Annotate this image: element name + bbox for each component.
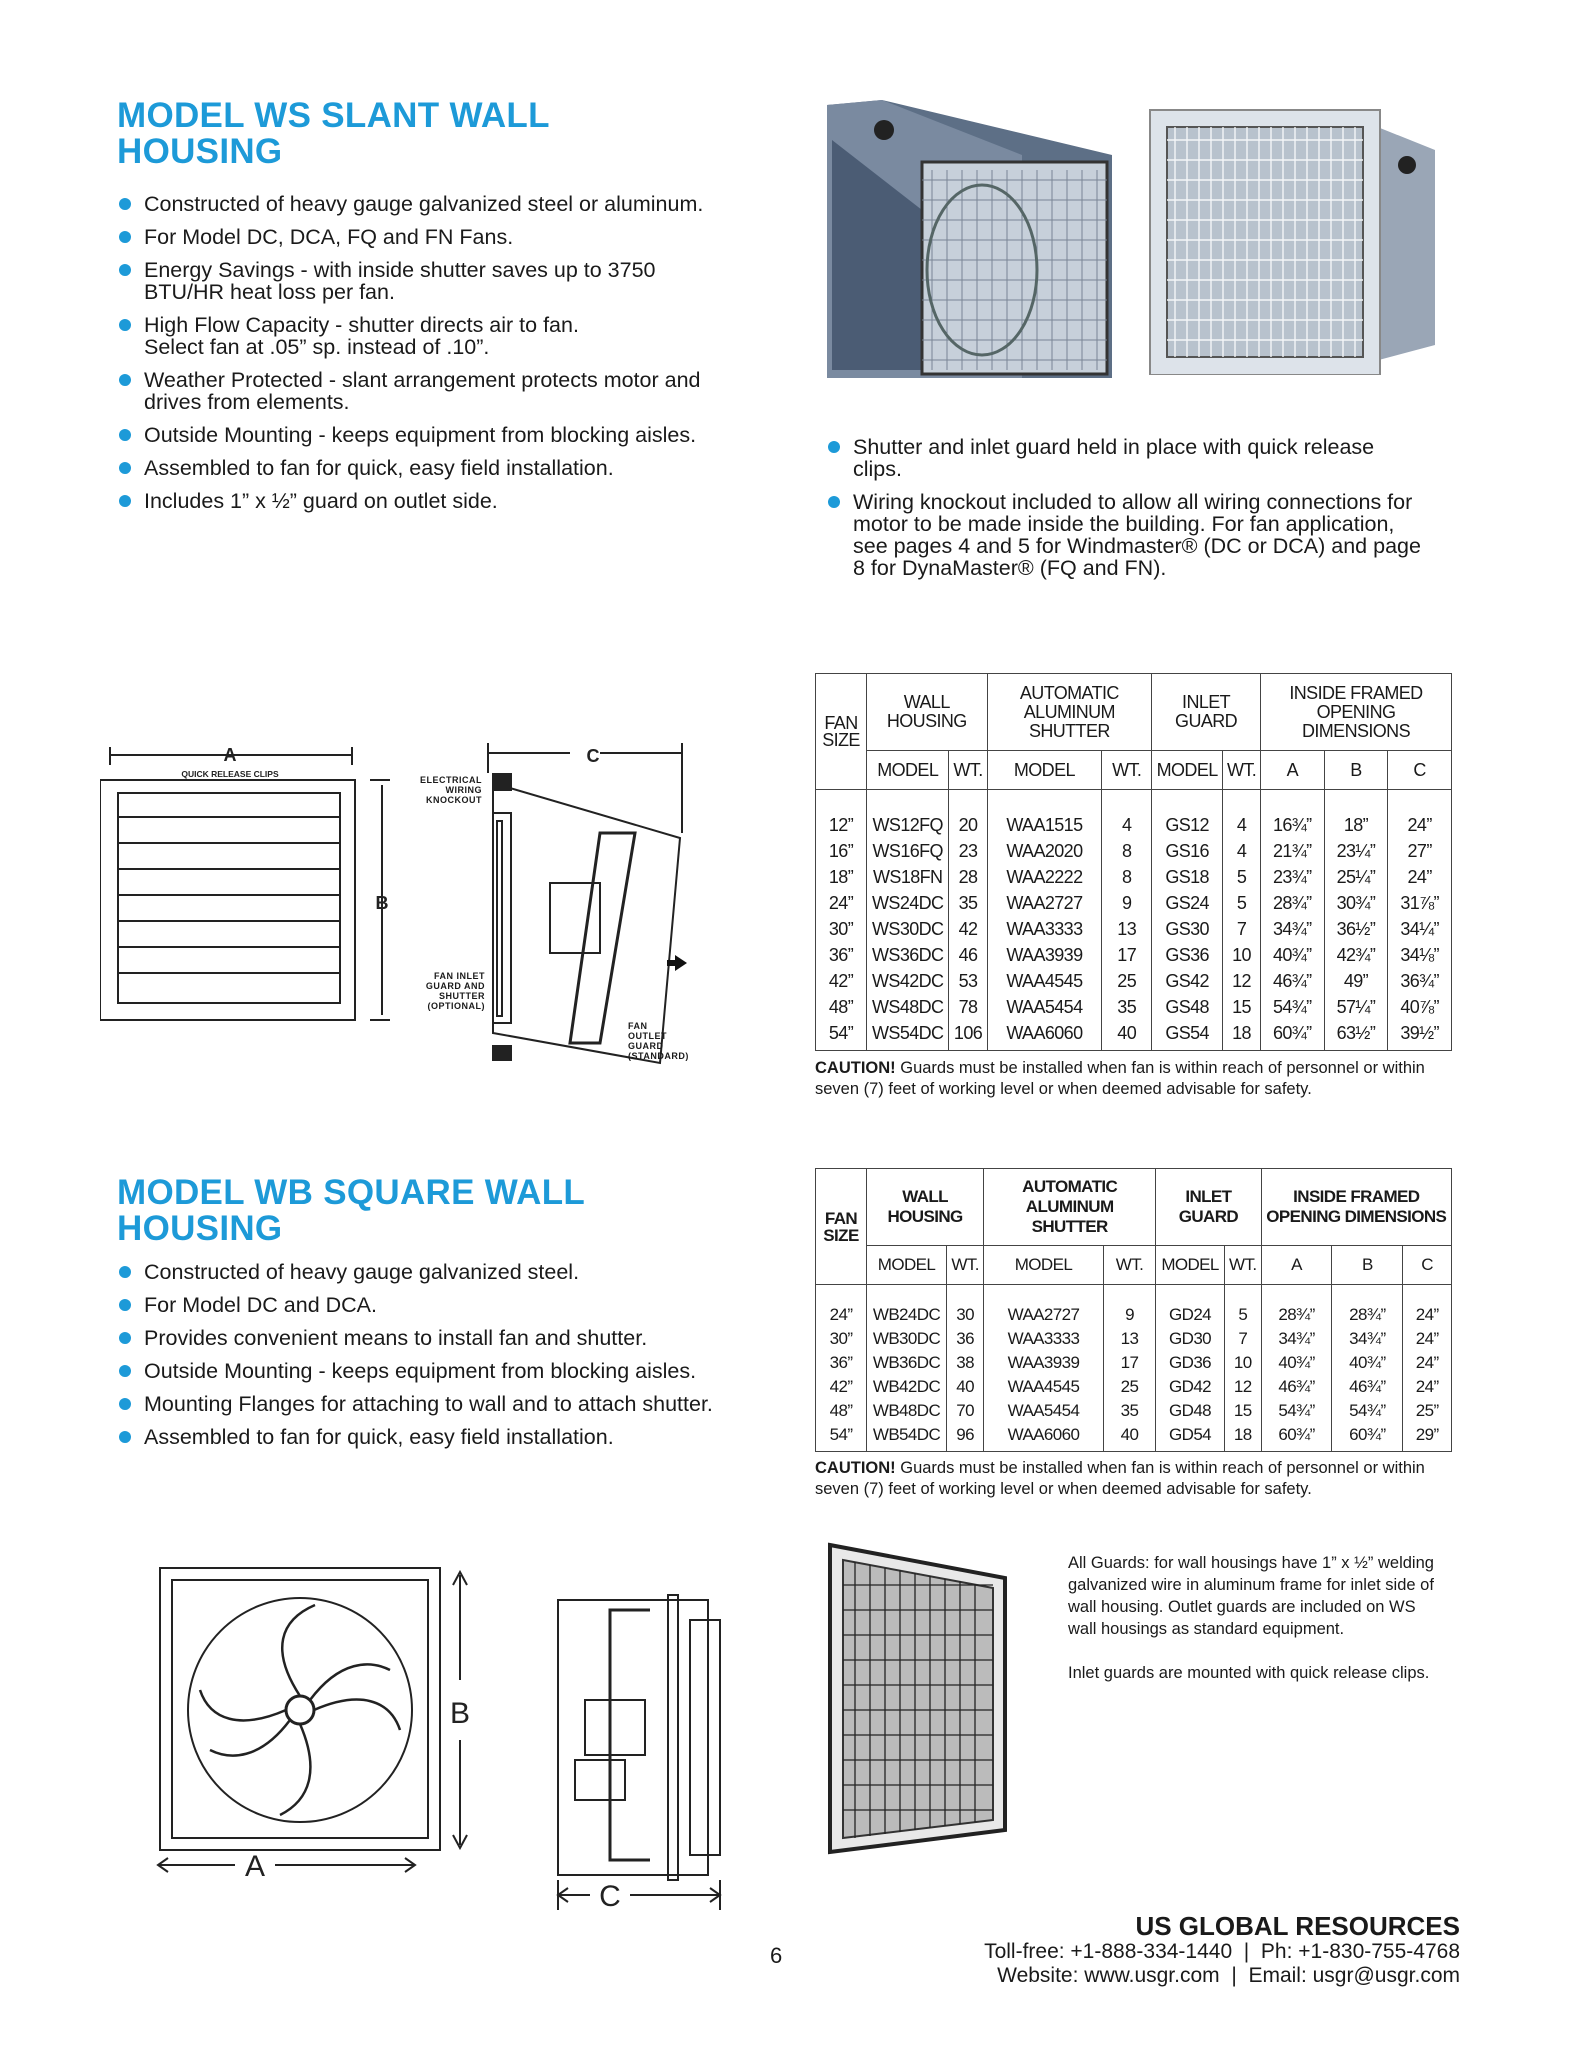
bullet-text: For Model DC, DCA, FQ and FN Fans. bbox=[144, 225, 514, 249]
table-cell: 18 bbox=[1223, 1020, 1261, 1051]
table-cell: 54¾” bbox=[1332, 1399, 1403, 1423]
table-cell: 42 bbox=[949, 916, 987, 942]
bullet-item bbox=[117, 259, 777, 303]
fan-outlet-guard-label bbox=[628, 1021, 689, 1061]
bullet-item bbox=[117, 1360, 797, 1382]
table-cell: 48” bbox=[816, 1399, 867, 1423]
bullet-item bbox=[117, 1393, 797, 1415]
table-cell: 78 bbox=[949, 994, 987, 1020]
table-cell: WAA2727 bbox=[987, 890, 1102, 916]
label-line: GUARD AND bbox=[425, 981, 485, 991]
table-cell: WB48DC bbox=[867, 1399, 947, 1423]
caution-label: CAUTION! bbox=[815, 1459, 896, 1477]
table-cell: 35 bbox=[1102, 994, 1152, 1020]
dim-c-label: C bbox=[586, 746, 600, 766]
table-cell: 15 bbox=[1224, 1399, 1261, 1423]
table-cell: 17 bbox=[1103, 1351, 1155, 1375]
table-cell: WS16FQ bbox=[867, 838, 949, 864]
bullet-text: Outside Mounting - keeps equipment from blocking aisles. bbox=[144, 423, 697, 447]
table-cell: GS54 bbox=[1152, 1020, 1223, 1051]
bullet-text: Constructed of heavy gauge galvanized steel or aluminum. bbox=[144, 192, 704, 216]
table-cell: 36¾” bbox=[1388, 968, 1452, 994]
bullet-text: Provides convenient means to install fan and shutter. bbox=[144, 1326, 648, 1350]
table-cell: 34¼” bbox=[1388, 916, 1452, 942]
table-row bbox=[816, 1327, 1452, 1351]
table-cell: 42¾” bbox=[1324, 942, 1388, 968]
label-line: OUTLET bbox=[628, 1031, 667, 1041]
column-group-header: FAN SIZE bbox=[816, 674, 867, 790]
table-cell: 4 bbox=[1223, 838, 1261, 864]
table-cell: 70 bbox=[947, 1399, 984, 1423]
table-row bbox=[816, 790, 1452, 839]
table-cell: 36” bbox=[816, 942, 867, 968]
column-subheader: A bbox=[1261, 1246, 1332, 1285]
ws-front-diagram bbox=[100, 735, 400, 1055]
electrical-knockout-label bbox=[410, 775, 482, 805]
column-group-header: AUTOMATIC ALUMINUM SHUTTER bbox=[984, 1169, 1156, 1246]
table-cell: 23 bbox=[949, 838, 987, 864]
table-cell: 16” bbox=[816, 838, 867, 864]
table-cell: 5 bbox=[1223, 864, 1261, 890]
table-cell: 24” bbox=[1403, 1285, 1452, 1328]
bullet-text: For Model DC and DCA. bbox=[144, 1293, 377, 1317]
table-cell: GS48 bbox=[1152, 994, 1223, 1020]
table-cell: 42” bbox=[816, 968, 867, 994]
table-cell: 24” bbox=[816, 1285, 867, 1328]
bullet-text: Weather Protected - slant arrangement protects motor and bbox=[144, 368, 701, 392]
bullet-item bbox=[826, 436, 1466, 480]
table-cell: 25 bbox=[1103, 1375, 1155, 1399]
table-cell: 34¾” bbox=[1260, 916, 1324, 942]
table-cell: WAA3939 bbox=[987, 942, 1102, 968]
fan-inlet-guard-label bbox=[405, 971, 485, 1011]
table-cell: 106 bbox=[949, 1020, 987, 1051]
inlet-guard-photo bbox=[825, 1540, 1010, 1855]
table-row bbox=[816, 994, 1452, 1020]
table-cell: 4 bbox=[1223, 790, 1261, 839]
table-cell: GD48 bbox=[1156, 1399, 1225, 1423]
column-subheader: WT. bbox=[1223, 751, 1261, 790]
table-cell: 18” bbox=[1324, 790, 1388, 839]
table-cell: 38 bbox=[947, 1351, 984, 1375]
table-cell: 18” bbox=[816, 864, 867, 890]
label-line: (STANDARD) bbox=[628, 1051, 689, 1061]
label-line: (OPTIONAL) bbox=[427, 1001, 485, 1011]
bullet-item bbox=[117, 226, 777, 248]
table-cell: 27” bbox=[1388, 838, 1452, 864]
column-subheader: MODEL bbox=[1156, 1246, 1225, 1285]
table-row bbox=[816, 1399, 1452, 1423]
table-cell: 30 bbox=[947, 1285, 984, 1328]
table-cell: GD30 bbox=[1156, 1327, 1225, 1351]
table-cell: WAA4545 bbox=[987, 968, 1102, 994]
table-cell: 24” bbox=[1403, 1327, 1452, 1351]
wb-features-list bbox=[117, 1261, 797, 1459]
bullet-text: Assembled to fan for quick, easy field installation. bbox=[144, 1425, 614, 1449]
table-cell: 9 bbox=[1103, 1285, 1155, 1328]
table-cell: 24” bbox=[1403, 1351, 1452, 1375]
column-group-header: INLET GUARD bbox=[1156, 1169, 1261, 1246]
guards-note-p1: All Guards: for wall housings have 1” x ½” welding galvanized wire in aluminum frame for inlet side of wall housing. Outlet guards are included on WS wall housings as standard equipment. bbox=[1068, 1554, 1434, 1638]
table-cell: WAA5454 bbox=[987, 994, 1102, 1020]
table-cell: WAA1515 bbox=[987, 790, 1102, 839]
wb-spec-table bbox=[815, 1168, 1452, 1452]
table-cell: 57¼” bbox=[1324, 994, 1388, 1020]
table-cell: 40¾” bbox=[1332, 1351, 1403, 1375]
table-cell: 12 bbox=[1224, 1375, 1261, 1399]
table-cell: 40¾” bbox=[1261, 1351, 1332, 1375]
table-cell: GS18 bbox=[1152, 864, 1223, 890]
guards-note bbox=[1068, 1552, 1448, 1684]
column-subheader: MODEL bbox=[984, 1246, 1104, 1285]
table-cell: WAA2222 bbox=[987, 864, 1102, 890]
table-cell: 4 bbox=[1102, 790, 1152, 839]
table-row bbox=[816, 1375, 1452, 1399]
table-cell: 28¾” bbox=[1261, 1285, 1332, 1328]
column-subheader: MODEL bbox=[867, 1246, 947, 1285]
label-line: FAN bbox=[628, 1021, 648, 1031]
table-cell: 16¾” bbox=[1260, 790, 1324, 839]
table-cell: GS42 bbox=[1152, 968, 1223, 994]
table-cell: WAA3333 bbox=[987, 916, 1102, 942]
label-line: GUARD bbox=[628, 1041, 664, 1051]
wb-title-line2: HOUSING bbox=[117, 1209, 283, 1248]
table-cell: WAA6060 bbox=[984, 1423, 1104, 1452]
table-cell: WS42DC bbox=[867, 968, 949, 994]
table-cell: WAA6060 bbox=[987, 1020, 1102, 1051]
bullet-item bbox=[117, 314, 777, 358]
bullet-text: Energy Savings - with inside shutter saves up to 3750 bbox=[144, 258, 656, 282]
wb-side-diagram bbox=[550, 1590, 750, 1920]
table-cell: 28 bbox=[949, 864, 987, 890]
column-subheader: C bbox=[1403, 1246, 1452, 1285]
guards-note-p2: Inlet guards are mounted with quick release clips. bbox=[1068, 1664, 1430, 1682]
wb-front-diagram bbox=[150, 1560, 490, 1900]
table-cell: 28¾” bbox=[1260, 890, 1324, 916]
table-row bbox=[816, 916, 1452, 942]
ws-features-list bbox=[117, 193, 777, 523]
table-cell: 40¾” bbox=[1260, 942, 1324, 968]
column-subheader: WT. bbox=[1103, 1246, 1155, 1285]
table-cell: 48” bbox=[816, 994, 867, 1020]
web-email-line: Website: www.usgr.com | Email: usgr@usgr.com bbox=[997, 1964, 1460, 1987]
bullet-item bbox=[117, 1294, 797, 1316]
column-subheader: MODEL bbox=[867, 751, 949, 790]
table-cell: 30” bbox=[816, 1327, 867, 1351]
table-cell: 40⅞” bbox=[1388, 994, 1452, 1020]
bullet-text: clips. bbox=[853, 457, 902, 481]
table-row bbox=[816, 864, 1452, 890]
column-group-header: WALL HOUSING bbox=[867, 674, 988, 751]
wb-title-line1: MODEL WB SQUARE WALL bbox=[117, 1173, 586, 1212]
table-cell: 36 bbox=[947, 1327, 984, 1351]
label-line: KNOCKOUT bbox=[426, 795, 482, 805]
table-cell: GD54 bbox=[1156, 1423, 1225, 1452]
table-cell: WS54DC bbox=[867, 1020, 949, 1051]
column-subheader: WT. bbox=[1224, 1246, 1261, 1285]
table-row bbox=[816, 838, 1452, 864]
table-cell: 54” bbox=[816, 1423, 867, 1452]
table-cell: 24” bbox=[1388, 790, 1452, 839]
bullet-text: drives from elements. bbox=[144, 390, 350, 414]
table-cell: 34¾” bbox=[1332, 1327, 1403, 1351]
ws-notes-list bbox=[826, 436, 1466, 590]
table-cell: WS30DC bbox=[867, 916, 949, 942]
table-cell: 13 bbox=[1103, 1327, 1155, 1351]
table-cell: 21¾” bbox=[1260, 838, 1324, 864]
table-cell: WB30DC bbox=[867, 1327, 947, 1351]
table-cell: 31⅞” bbox=[1388, 890, 1452, 916]
column-subheader: B bbox=[1332, 1246, 1403, 1285]
column-subheader: A bbox=[1260, 751, 1324, 790]
bullet-item bbox=[117, 193, 777, 215]
table-cell: 24” bbox=[1388, 864, 1452, 890]
table-cell: WB54DC bbox=[867, 1423, 947, 1452]
table-cell: WAA3939 bbox=[984, 1351, 1104, 1375]
table-cell: 53 bbox=[949, 968, 987, 994]
table-cell: GS30 bbox=[1152, 916, 1223, 942]
bullet-text: Outside Mounting - keeps equipment from blocking aisles. bbox=[144, 1359, 697, 1383]
table-cell: 60¾” bbox=[1332, 1423, 1403, 1452]
table-cell: 23¼” bbox=[1324, 838, 1388, 864]
table-cell: 13 bbox=[1102, 916, 1152, 942]
table-cell: 25 bbox=[1102, 968, 1152, 994]
dim-c-label: C bbox=[599, 1880, 621, 1913]
label-line: FAN INLET bbox=[434, 971, 485, 981]
table-cell: 96 bbox=[947, 1423, 984, 1452]
table-cell: 17 bbox=[1102, 942, 1152, 968]
table-cell: 46¾” bbox=[1332, 1375, 1403, 1399]
column-group-header: INSIDE FRAMED OPENING DIMENSIONS bbox=[1261, 1169, 1451, 1246]
bullet-text: Constructed of heavy gauge galvanized steel. bbox=[144, 1260, 580, 1284]
table-row bbox=[816, 1020, 1452, 1051]
table-cell: WAA2020 bbox=[987, 838, 1102, 864]
table-cell: 36” bbox=[816, 1351, 867, 1375]
label-line: ELECTRICAL bbox=[420, 775, 482, 785]
table-cell: GD36 bbox=[1156, 1351, 1225, 1375]
table-cell: 28¾” bbox=[1332, 1285, 1403, 1328]
table-cell: 8 bbox=[1102, 864, 1152, 890]
table-cell: 5 bbox=[1224, 1285, 1261, 1328]
table-cell: GS12 bbox=[1152, 790, 1223, 839]
table-cell: 46¾” bbox=[1261, 1375, 1332, 1399]
ws-housing-photo-guard bbox=[1145, 105, 1440, 375]
bullet-text: 8 for DynaMaster® (FQ and FN). bbox=[853, 556, 1167, 580]
table-cell: 25” bbox=[1403, 1399, 1452, 1423]
column-subheader: MODEL bbox=[987, 751, 1102, 790]
table-cell: WB36DC bbox=[867, 1351, 947, 1375]
bullet-item bbox=[117, 1426, 797, 1448]
column-group-header: WALL HOUSING bbox=[867, 1169, 984, 1246]
table-cell: 20 bbox=[949, 790, 987, 839]
table-cell: 49” bbox=[1324, 968, 1388, 994]
table-cell: 54” bbox=[816, 1020, 867, 1051]
table-row bbox=[816, 1351, 1452, 1375]
bullet-item bbox=[117, 369, 777, 413]
column-subheader: WT. bbox=[947, 1246, 984, 1285]
dim-b-label: B bbox=[449, 1697, 471, 1730]
column-subheader: B bbox=[1324, 751, 1388, 790]
column-group-header: FAN SIZE bbox=[816, 1169, 867, 1285]
table-cell: 54¾” bbox=[1260, 994, 1324, 1020]
table-cell: GS16 bbox=[1152, 838, 1223, 864]
table-cell: 24” bbox=[1403, 1375, 1452, 1399]
caution-text: Guards must be installed when fan is within reach of personnel or within seven (7) feet of working level or when deemed advisable for safety. bbox=[815, 1459, 1425, 1498]
ws-housing-photo-slant bbox=[822, 100, 1117, 378]
bullet-item bbox=[117, 490, 777, 512]
table-cell: WB24DC bbox=[867, 1285, 947, 1328]
table-cell: 30” bbox=[816, 916, 867, 942]
bullet-text: Includes 1” x ½” guard on outlet side. bbox=[144, 489, 498, 513]
bullet-item bbox=[117, 457, 777, 479]
table-cell: 34¾” bbox=[1261, 1327, 1332, 1351]
footer-contact bbox=[984, 1912, 1460, 1988]
quick-release-clips-label: QUICK RELEASE CLIPS bbox=[181, 769, 279, 779]
table-cell: WS24DC bbox=[867, 890, 949, 916]
ws-title-line2: HOUSING bbox=[117, 132, 283, 171]
caution-text: Guards must be installed when fan is within reach of personnel or within seven (7) feet of working level or when deemed advisable for safety. bbox=[815, 1059, 1425, 1098]
table-cell: GD24 bbox=[1156, 1285, 1225, 1328]
wb-caution-note bbox=[815, 1458, 1455, 1500]
table-cell: 12” bbox=[816, 790, 867, 839]
table-cell: 35 bbox=[949, 890, 987, 916]
table-cell: 18 bbox=[1224, 1423, 1261, 1452]
table-cell: 30¾” bbox=[1324, 890, 1388, 916]
table-cell: 7 bbox=[1224, 1327, 1261, 1351]
column-group-header: INLET GUARD bbox=[1152, 674, 1261, 751]
table-cell: 63½” bbox=[1324, 1020, 1388, 1051]
bullet-item bbox=[117, 1327, 797, 1349]
table-cell: WAA2727 bbox=[984, 1285, 1104, 1328]
table-cell: WS12FQ bbox=[867, 790, 949, 839]
table-cell: GS36 bbox=[1152, 942, 1223, 968]
ws-caution-note bbox=[815, 1058, 1455, 1100]
bullet-text: High Flow Capacity - shutter directs air to fan. bbox=[144, 313, 579, 337]
table-cell: 10 bbox=[1223, 942, 1261, 968]
table-cell: WS36DC bbox=[867, 942, 949, 968]
table-cell: 40 bbox=[947, 1375, 984, 1399]
caution-label: CAUTION! bbox=[815, 1059, 896, 1077]
table-cell: WAA4545 bbox=[984, 1375, 1104, 1399]
table-cell: WAA3333 bbox=[984, 1327, 1104, 1351]
table-cell: 8 bbox=[1102, 838, 1152, 864]
ws-spec-table bbox=[815, 673, 1452, 1051]
ws-title bbox=[117, 98, 550, 170]
table-cell: 9 bbox=[1102, 890, 1152, 916]
table-row bbox=[816, 890, 1452, 916]
table-cell: 5 bbox=[1223, 890, 1261, 916]
table-cell: 39½” bbox=[1388, 1020, 1452, 1051]
table-cell: 60¾” bbox=[1261, 1423, 1332, 1452]
table-row bbox=[816, 968, 1452, 994]
dim-a-label: A bbox=[223, 745, 237, 765]
bullet-item bbox=[117, 424, 777, 446]
table-cell: 40 bbox=[1103, 1423, 1155, 1452]
table-cell: 46¾” bbox=[1260, 968, 1324, 994]
table-cell: 46 bbox=[949, 942, 987, 968]
table-row bbox=[816, 942, 1452, 968]
column-group-header: AUTOMATIC ALUMINUM SHUTTER bbox=[987, 674, 1152, 751]
bullet-item bbox=[117, 1261, 797, 1283]
bullet-item bbox=[826, 491, 1466, 579]
dim-a-label: A bbox=[244, 1850, 266, 1883]
table-cell: 7 bbox=[1223, 916, 1261, 942]
phone-line: Toll-free: +1-888-334-1440 | Ph: +1-830-755-4768 bbox=[984, 1940, 1460, 1963]
bullet-text: Assembled to fan for quick, easy field installation. bbox=[144, 456, 614, 480]
bullet-text: Wiring knockout included to allow all wiring connections for bbox=[853, 490, 1413, 514]
bullet-text: Mounting Flanges for attaching to wall and to attach shutter. bbox=[144, 1392, 713, 1416]
column-group-header: INSIDE FRAMED OPENING DIMENSIONS bbox=[1260, 674, 1451, 751]
dim-b-label: B bbox=[375, 893, 389, 913]
ws-title-line1: MODEL WS SLANT WALL bbox=[117, 96, 550, 135]
table-cell: WS18FN bbox=[867, 864, 949, 890]
label-line: WIRING bbox=[445, 785, 482, 795]
table-cell: 12 bbox=[1223, 968, 1261, 994]
column-subheader: MODEL bbox=[1152, 751, 1223, 790]
table-row bbox=[816, 1423, 1452, 1452]
table-cell: WB42DC bbox=[867, 1375, 947, 1399]
table-cell: 23¾” bbox=[1260, 864, 1324, 890]
bullet-text: BTU/HR heat loss per fan. bbox=[144, 280, 395, 304]
company-name: US GLOBAL RESOURCES bbox=[1135, 1911, 1460, 1941]
table-cell: 24” bbox=[816, 890, 867, 916]
bullet-text: Select fan at .05” sp. instead of .10”. bbox=[144, 335, 490, 359]
table-cell: 25¼” bbox=[1324, 864, 1388, 890]
ws-side-diagram bbox=[400, 733, 700, 1078]
table-cell: GS24 bbox=[1152, 890, 1223, 916]
table-cell: WS48DC bbox=[867, 994, 949, 1020]
column-subheader: C bbox=[1388, 751, 1452, 790]
table-cell: 10 bbox=[1224, 1351, 1261, 1375]
table-cell: 29” bbox=[1403, 1423, 1452, 1452]
table-cell: 34⅛” bbox=[1388, 942, 1452, 968]
table-row bbox=[816, 1285, 1452, 1328]
wb-title bbox=[117, 1175, 585, 1247]
table-cell: 15 bbox=[1223, 994, 1261, 1020]
table-cell: GD42 bbox=[1156, 1375, 1225, 1399]
table-cell: 42” bbox=[816, 1375, 867, 1399]
bullet-text: motor to be made inside the building. For fan application, bbox=[853, 512, 1395, 536]
table-cell: 36½” bbox=[1324, 916, 1388, 942]
column-subheader: WT. bbox=[949, 751, 987, 790]
table-cell: 35 bbox=[1103, 1399, 1155, 1423]
table-cell: 54¾” bbox=[1261, 1399, 1332, 1423]
table-cell: 40 bbox=[1102, 1020, 1152, 1051]
page-number: 6 bbox=[770, 1943, 783, 1968]
table-cell: 60¾” bbox=[1260, 1020, 1324, 1051]
bullet-text: Shutter and inlet guard held in place with quick release bbox=[853, 435, 1375, 459]
label-line: SHUTTER bbox=[439, 991, 485, 1001]
bullet-text: see pages 4 and 5 for Windmaster® (DC or DCA) and page bbox=[853, 534, 1421, 558]
table-cell: WAA5454 bbox=[984, 1399, 1104, 1423]
column-subheader: WT. bbox=[1102, 751, 1152, 790]
